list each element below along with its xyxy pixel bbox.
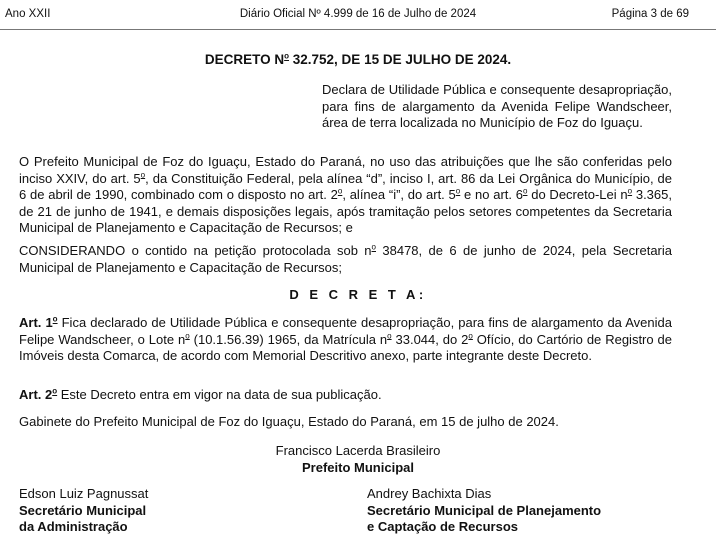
left-signature bbox=[19, 486, 148, 536]
left-signatory-name: Edson Luiz Pagnussat bbox=[19, 486, 149, 501]
article-2-label: Art. 2$^o$ bbox=[19, 386, 58, 402]
article-1: Art. 1$^o$ Fica declarado de Utilidade Pública e consequente desapropriação, para fins de alargamento da Avenida Felipe Wandscheer, o Lote $n^o$ (10.1.56.39) 1965, da Matrícula $n^o$ 33.044, do 2$^o$ Ofício, do Cartório de Registro de Imóveis desta Comarca, de acordo com Memorial Descritivo anexo, parte integrante deste Decreto. bbox=[19, 314, 672, 363]
right-signatory-title-1: Secretário Municipal de Planejamento bbox=[367, 502, 602, 518]
article-1-label: Art. 1$^o$ bbox=[19, 314, 58, 330]
page-header bbox=[0, 0, 716, 24]
left-signatory-title-1: Secretário Municipal bbox=[19, 502, 147, 518]
right-signatory-name: Andrey Bachixta Dias bbox=[367, 486, 492, 501]
mayor-name: Francisco Lacerda Brasileiro bbox=[275, 443, 441, 458]
right-signature bbox=[367, 486, 601, 536]
preamble-paragraph: O Prefeito Municipal de Foz do Iguaçu, Estado do Paraná, no uso das atribuições que lhe são conferidas pelo inciso XXIV, do art. 5$^o$, da Constituição Federal, pela alínea “d”, inciso I, art. 86 da Lei Orgânica do Município, de 6 de abril de 1990, combinado com o disposto no art. 2$^o$, alínea “i”, do art. 5$^o$ e no art. 6$^o$ do Decreto-Lei $n^o$ 3.365, de 21 de junho de 1941, e demais disposições legais, após tramitação pelos setores competentes da Secretaria Municipal de Planejamento e Capacitação de Recursos; e bbox=[19, 154, 673, 235]
year-label: Ano XXII bbox=[5, 8, 51, 20]
decreta-heading: D E C R E T A: bbox=[289, 287, 427, 302]
right-signatory-title-2: e Captação de Recursos bbox=[367, 519, 519, 534]
considerando-paragraph: CONSIDERANDO o contido na petição protocolada sob $n^o$ 38478, de 6 de junho de 2024, pela Secretaria Municipal de Planejamento e Capacitação de Recursos; bbox=[19, 242, 673, 275]
decree-ementa: Declara de Utilidade Pública e consequente desapropriação, para fins de alargamento da Avenida Felipe Wandscheer, área de terra localizada no Município de Foz do Iguaçu. bbox=[322, 82, 672, 130]
mayor-title: Prefeito Municipal bbox=[302, 459, 414, 475]
page-number: Página 3 de 69 bbox=[611, 8, 689, 20]
decree-title: DECRETO $N^o$ 32.752, DE 15 DE JULHO DE 2024. bbox=[204, 51, 512, 67]
header-divider bbox=[0, 29, 716, 30]
gabinete-line: Gabinete do Prefeito Municipal de Foz do Iguaçu, Estado do Paraná, em 15 de julho de 2024. bbox=[19, 414, 559, 429]
left-signatory-title-2: da Administração bbox=[19, 519, 128, 534]
article-2: Art. 2$^o$ Este Decreto entra em vigor na data de sua publicação. bbox=[19, 386, 382, 402]
mayor-signature bbox=[0, 443, 716, 476]
journal-edition: Diário Oficial Nº 4.999 de 16 de Julho de 2024 bbox=[239, 8, 477, 20]
